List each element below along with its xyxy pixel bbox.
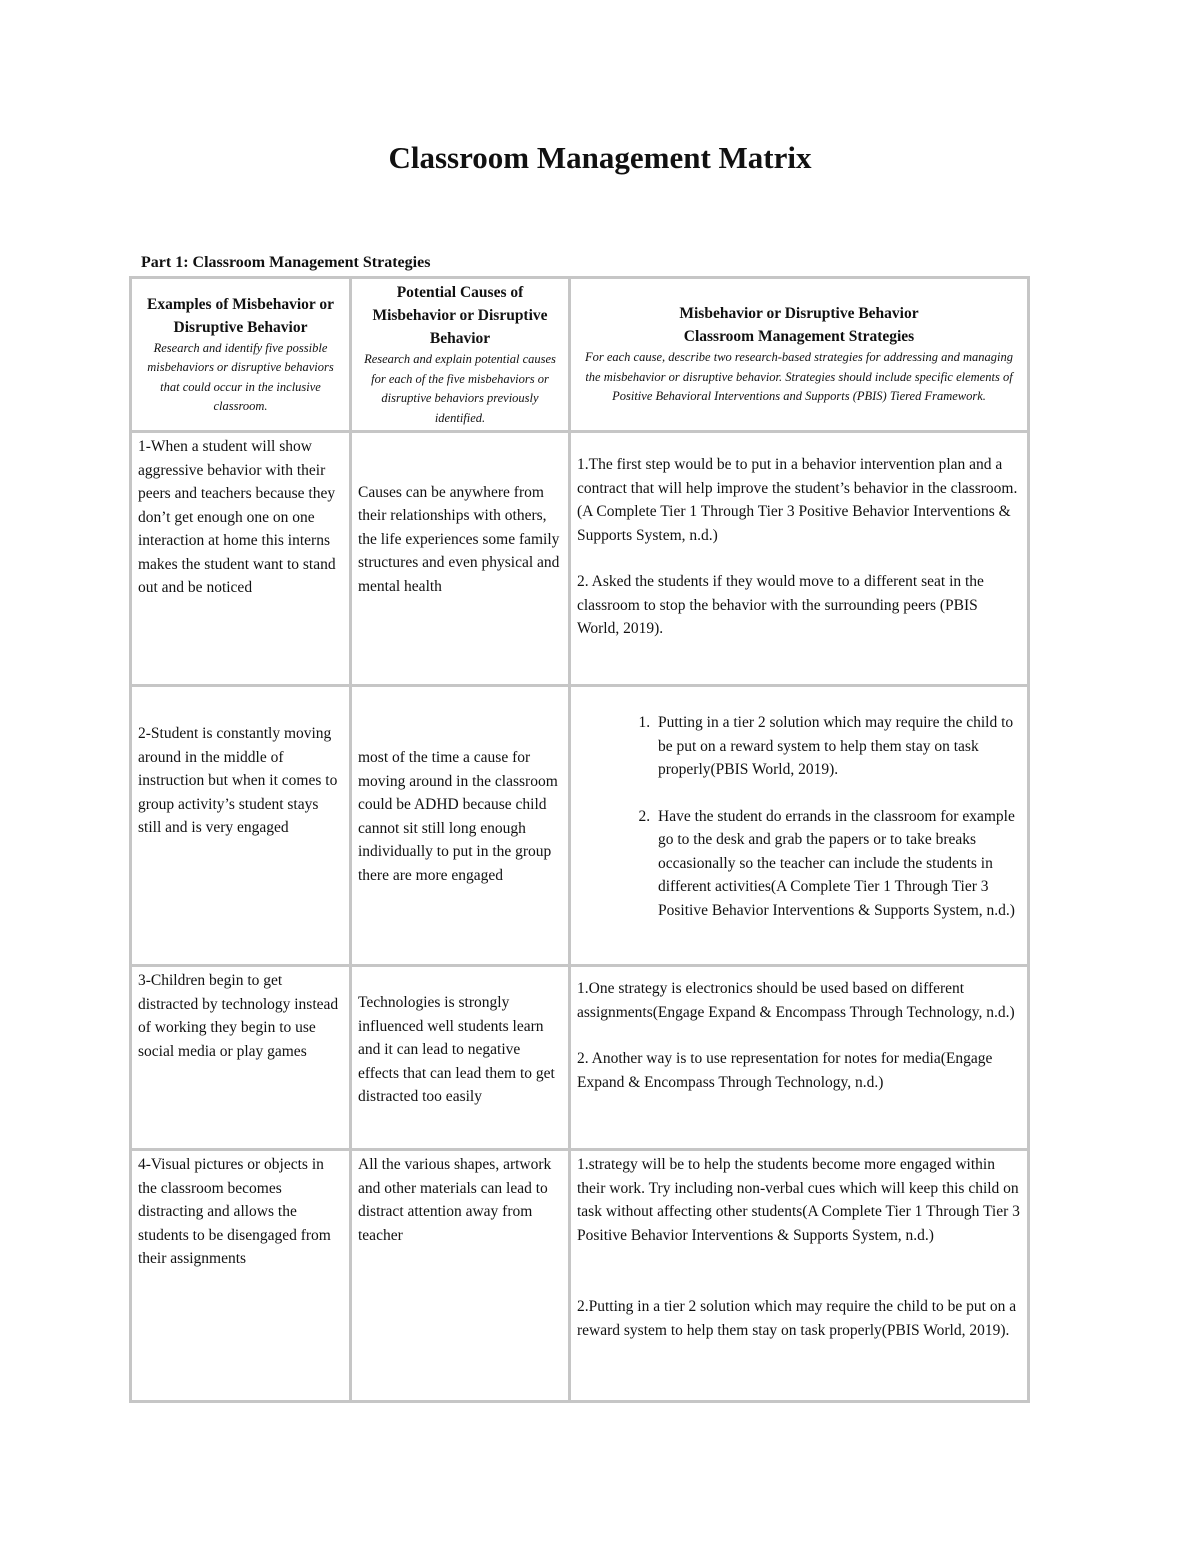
header-instructions: Research and identify five possible misbehaviors or disruptive behaviors that could occur in the inclusive classroom. bbox=[147, 340, 334, 413]
cause-text: Causes can be anywhere from their relationships with others, the life experiences some family structures and even physical and mental health bbox=[358, 483, 560, 595]
behavior-text: 3-Children begin to get distracted by technology instead of working they begin to use social media or play games bbox=[138, 972, 339, 1060]
header-behavior-examples bbox=[131, 278, 351, 432]
header-management-strategies bbox=[570, 278, 1029, 432]
header-instructions: Research and explain potential causes for each of the five misbehaviors or disruptive behaviors previously identified. bbox=[364, 352, 556, 425]
strategy-list bbox=[577, 711, 1021, 922]
strategy-1-text: 1.strategy will be to help the students become more engaged within their work. Try including non-verbal cues which will keep this child on task without affecting other students(A Complete Tier 1 Through Tier 3 Positive Behavior Interventions & Supports System, n.d.) bbox=[577, 1156, 1020, 1244]
cause-text: Technologies is strongly influenced well students learn and it can lead to negative effects that can lead them to get distracted too easily bbox=[358, 994, 555, 1105]
cause-cell bbox=[351, 1150, 570, 1402]
behavior-text: 2-Student is constantly moving around in the middle of instruction but when it comes to group activity’s student stays still and is very engaged bbox=[138, 725, 338, 836]
strategy-1-text: 1.The first step would be to put in a behavior intervention plan and a contract that will help improve the student’s behavior in the classroom.(A Complete Tier 1 Through Tier 3 Positive Behavior Interventions & Supports System, n.d.) bbox=[577, 456, 1018, 544]
behavior-cell bbox=[131, 686, 351, 966]
part-heading: Part 1: Classroom Management Strategies bbox=[141, 254, 431, 271]
cause-cell bbox=[351, 686, 570, 966]
table-row bbox=[131, 1150, 1029, 1402]
cause-cell bbox=[351, 432, 570, 686]
table-row bbox=[131, 432, 1029, 686]
strategy-cell bbox=[570, 1150, 1029, 1402]
behavior-text: 4-Visual pictures or objects in the classroom becomes distracting and allows the students to be disengaged from their assignments bbox=[138, 1156, 331, 1267]
header-title: Examples of Misbehavior or Disruptive Behavior bbox=[147, 295, 334, 336]
cause-text: most of the time a cause for moving around in the classroom could be ADHD because child cannot sit still long enough individually to put in the group there are more engaged bbox=[358, 749, 558, 884]
header-row bbox=[131, 278, 1029, 432]
strategy-1-item: 1. Putting in a tier 2 solution which may require the child to be put on a reward system to help them stay on task properly(PBIS World, 2019). bbox=[654, 711, 1021, 782]
classroom-management-matrix bbox=[129, 276, 1030, 1403]
header-instructions: For each cause, describe two research-based strategies for addressing and managing the misbehavior or disruptive behavior. Strategies should include specific elements of Positive Behavioral Interventions and Supports (PBIS) Tiered Framework. bbox=[584, 350, 1014, 404]
header-potential-causes bbox=[351, 278, 570, 432]
behavior-text: 1-When a student will show aggressive behavior with their peers and teachers because they don’t get enough one on one interaction at home this interns makes the student want to stand out and be noticed bbox=[138, 438, 336, 596]
strategy-cell bbox=[570, 432, 1029, 686]
cause-cell bbox=[351, 966, 570, 1150]
behavior-cell bbox=[131, 966, 351, 1150]
behavior-cell bbox=[131, 432, 351, 686]
header-title-line2: Classroom Management Strategies bbox=[683, 328, 915, 346]
table-row bbox=[131, 686, 1029, 966]
strategy-2-item: 2. Have the student do errands in the classroom for example go to the desk and grab the papers or to take breaks occasionally so the teacher can include the students in different activities(A Complete Tier 1 Through Tier 3 Positive Behavior Interventions & Supports System, n.d.) bbox=[654, 805, 1021, 923]
strategy-1-text: 1.One strategy is electronics should be used based on different assignments(Engage Expand & Encompass Through Technology, n.d.) bbox=[577, 980, 1015, 1021]
cause-text: All the various shapes, artwork and other materials can lead to distract attention away from teacher bbox=[358, 1156, 552, 1244]
document-title: Classroom Management Matrix bbox=[388, 140, 812, 175]
strategy-cell bbox=[570, 966, 1029, 1150]
strategy-2-text: 2. Asked the students if they would move to a different seat in the classroom to stop the behavior with the surrounding peers (PBIS World, 2019). bbox=[577, 573, 984, 637]
header-title-line1: Misbehavior or Disruptive Behavior bbox=[679, 305, 919, 323]
strategy-2-text: 2.Putting in a tier 2 solution which may require the child to be put on a reward system to help them stay on task properly(PBIS World, 2019). bbox=[577, 1298, 1017, 1339]
table-row bbox=[131, 966, 1029, 1150]
behavior-cell bbox=[131, 1150, 351, 1402]
strategy-2-text: 2. Another way is to use representation for notes for media(Engage Expand & Encompass Through Technology, n.d.) bbox=[577, 1050, 993, 1091]
strategy-cell bbox=[570, 686, 1029, 966]
header-title: Potential Causes of Misbehavior or Disruptive Behavior bbox=[372, 284, 548, 347]
